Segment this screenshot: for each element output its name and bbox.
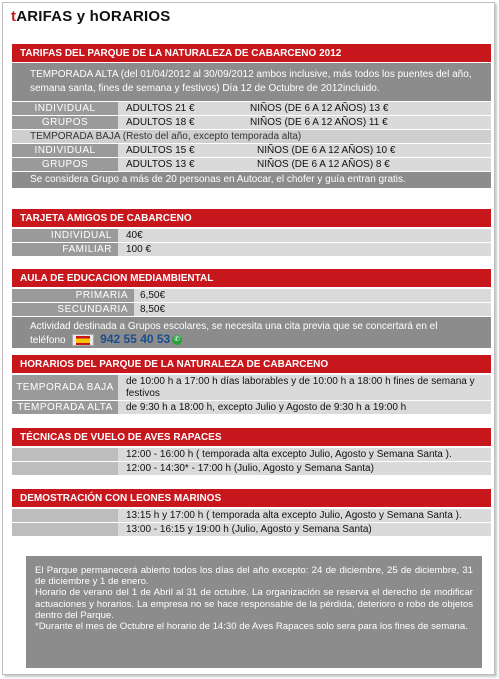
tarifas-parque-section (12, 44, 491, 188)
row-label: PRIMARIA (12, 289, 134, 302)
table-row (12, 374, 491, 400)
row-value: de 9:30 h a 18:00 h, excepto Julio y Agosto de 9:30 h a 19:00 h (118, 401, 491, 414)
note-paragraph: El Parque permanecerá abierto todos los días del año excepto: 24 de diciembre, 25 de diciembre, 31 de diciembre y 1 de enero. (35, 565, 473, 588)
tarjeta-header: TARJETA AMIGOS DE CABARCENO (12, 209, 491, 228)
final-notes (26, 556, 482, 668)
row-label: INDIVIDUAL (12, 102, 118, 115)
tarjeta-section (12, 209, 491, 256)
row-label: GRUPOS (12, 116, 118, 129)
ninos-price: NIÑOS (DE 6 A 12 AÑOS) 13 € (244, 102, 491, 115)
rapaces-section (12, 428, 491, 475)
table-row (12, 242, 491, 256)
row-value: 100 € (118, 243, 491, 256)
row-label: INDIVIDUAL (12, 229, 118, 242)
temporada-baja-text: TEMPORADA BAJA (Resto del año, excepto temporada alta) (12, 130, 491, 143)
leones-section (12, 489, 491, 536)
table-row (12, 157, 491, 171)
aula-section (12, 269, 491, 348)
phone-box (72, 334, 94, 346)
row-value: 40€ (118, 229, 491, 242)
title-rest: ARIFAS y hORARIOS (16, 8, 171, 25)
temporada-alta-text: TEMPORADA ALTA (del 01/04/2012 al 30/09/2012 ambos inclusive, más todos los puentes del año, semana santa, fines de semana y festivos) Día 12 de Octubre de 2012incluido. (12, 63, 491, 101)
table-row (12, 508, 491, 522)
phone-call-icon[interactable]: ✆ (172, 335, 182, 345)
title-first-letter: t (11, 8, 17, 25)
row-value: de 10:00 h a 17:00 h días laborables y de 10:00 h a 18:00 h fines de semana y festivos (118, 375, 491, 400)
table-row (12, 522, 491, 536)
table-row (12, 115, 491, 129)
table-row (12, 447, 491, 461)
row-value: 6,50€ (134, 289, 491, 302)
tarifas-parque-header: TARIFAS DEL PARQUE DE LA NATURALEZA DE CABARCENO 2012 (12, 44, 491, 63)
table-row (12, 101, 491, 115)
row-value: 8,50€ (134, 303, 491, 316)
ninos-price: NIÑOS (DE 6 A 12 AÑOS) 10 € (251, 144, 491, 157)
table-row (12, 143, 491, 157)
page-title (11, 8, 170, 25)
aula-note (12, 317, 491, 348)
adultos-price: ADULTOS 21 € (118, 102, 244, 115)
ninos-price: NIÑOS (DE 6 A 12 AÑOS) 8 € (251, 158, 491, 171)
adultos-price: ADULTOS 13 € (118, 158, 251, 171)
row-value: 12:00 - 16:00 h ( temporada alta excepto Julio, Agosto y Semana Santa ). (118, 448, 491, 461)
table-row (12, 302, 491, 316)
row-label: FAMILIAR (12, 243, 118, 256)
row-value: 12:00 - 14:30* - 17:00 h (Julio, Agosto y Semana Santa) (118, 462, 491, 475)
table-row (12, 461, 491, 475)
horarios-section (12, 355, 491, 414)
note-paragraph: Horario de verano del 1 de Abril al 31 de octubre. La organización se reserva el derecho de modificar actuaciones y horarios. La empresa no se hace responsable de la pérdida, deterioro o robo de objetos dentro del Parque. (35, 587, 473, 621)
row-value: 13:15 h y 17:00 h ( temporada alta excepto Julio, Agosto y Semana Santa ). (118, 509, 491, 522)
aula-header: AULA DE EDUCACION MEDIAMBIENTAL (12, 269, 491, 288)
table-row (12, 400, 491, 414)
adultos-price: ADULTOS 18 € (118, 116, 244, 129)
row-label: SECUNDARIA (12, 303, 134, 316)
aula-note-text: Actividad destinada a Grupos escolares, se necesita una cita previa que se concertará en el teléfono (30, 321, 438, 346)
ninos-price: NIÑOS (DE 6 A 12 AÑOS) 11 € (244, 116, 491, 129)
table-row (12, 228, 491, 242)
row-label: TEMPORADA BAJA (12, 375, 118, 400)
adultos-price: ADULTOS 15 € (118, 144, 251, 157)
rapaces-header: TÉCNICAS DE VUELO DE AVES RAPACES (12, 428, 491, 447)
row-label: INDIVIDUAL (12, 144, 118, 157)
table-row (12, 288, 491, 302)
horarios-header: HORARIOS DEL PARQUE DE LA NATURALEZA DE CABARCENO (12, 355, 491, 374)
page-frame (2, 2, 495, 675)
leones-header: DEMOSTRACIÓN CON LEONES MARINOS (12, 489, 491, 508)
row-value: 13:00 - 16:15 y 19:00 h (Julio, Agosto y Semana Santa) (118, 523, 491, 536)
spain-flag-icon (76, 336, 90, 345)
row-label: TEMPORADA ALTA (12, 401, 118, 414)
note-paragraph: *Durante el mes de Octubre el horario de 14:30 de Aves Rapaces solo sera para los fines de semana. (35, 621, 468, 633)
grupo-note: Se considera Grupo a más de 20 personas en Autocar, el chofer y guía entran gratis. (12, 172, 491, 188)
row-label: GRUPOS (12, 158, 118, 171)
phone-number[interactable]: 942 55 40 53 (100, 332, 171, 346)
